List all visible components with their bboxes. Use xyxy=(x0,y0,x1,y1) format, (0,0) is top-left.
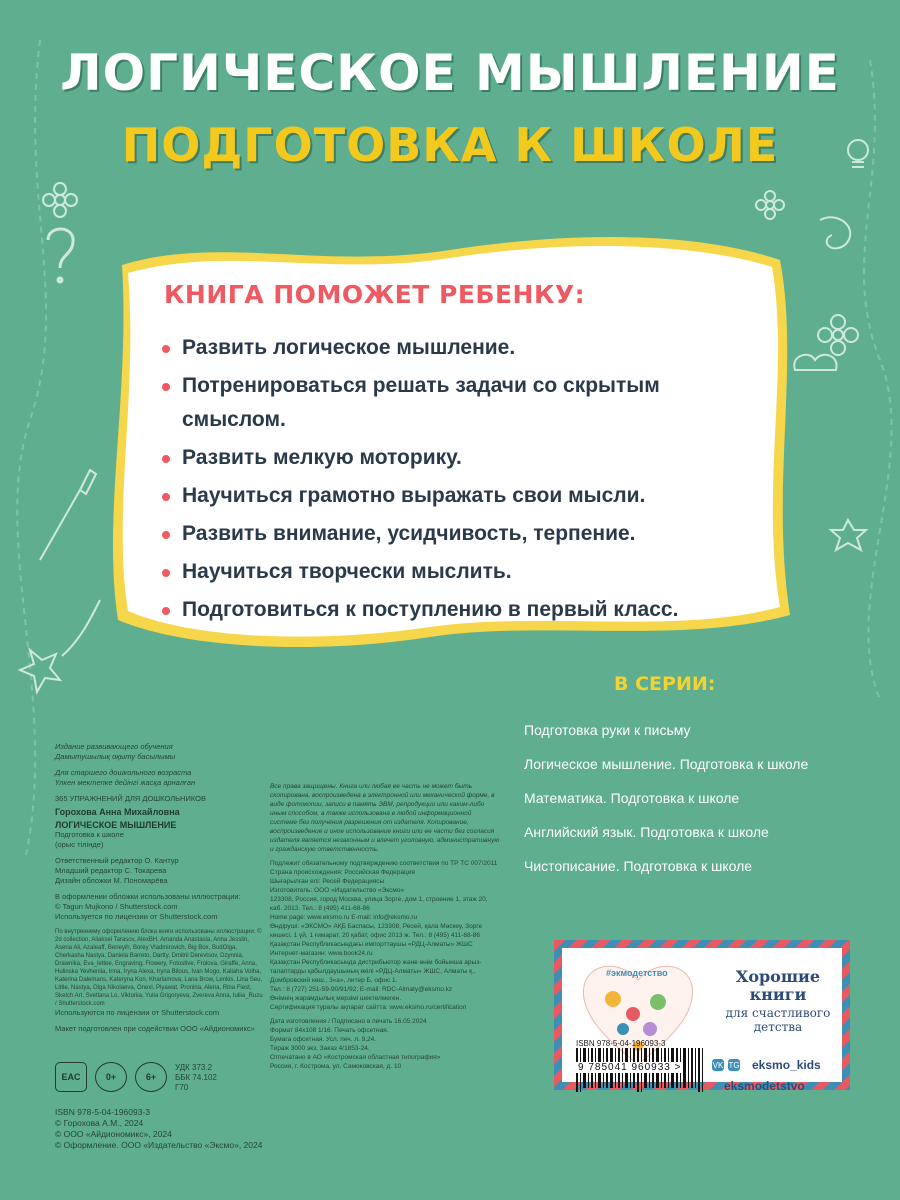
illustrations-credit: © Tagun Mujkono / Shutterstock.com xyxy=(55,902,178,911)
stamp-tagline-bold: Хорошие книги xyxy=(735,967,821,1004)
benefit-item xyxy=(150,441,750,475)
book-subtitle: Подготовка к школе xyxy=(55,830,124,839)
distributor: Интернет-магазин: www.book24.ru xyxy=(270,950,373,957)
benefit-item xyxy=(150,517,750,551)
benefit-item xyxy=(150,369,750,437)
bullet-dot xyxy=(162,569,170,577)
designer: Дизайн обложки М. Пономарёва xyxy=(55,876,168,885)
manufacturer: Изготовитель: ООО «Издательство «Эксмо» xyxy=(270,887,405,894)
benefits-heading: КНИГА ПОМОЖЕТ РЕБЕНКУ: xyxy=(164,280,586,309)
certificate-info: Сертификация туралы ақпарат сайтта: www.eksmo.ru/certification xyxy=(270,1004,467,1011)
question-mark-icon xyxy=(48,229,73,282)
importer: Қазақстан Республикасындағы импорттаушы «РДЦ-Алматы» ЖШС xyxy=(270,941,473,948)
social-handle[interactable]: eksmodetstvo xyxy=(724,1079,805,1093)
social-links xyxy=(712,1058,821,1072)
kz-country: Шығарылған елі: Ресей Федерациясы xyxy=(270,878,385,885)
series-item: Математика. Подготовка к школе xyxy=(524,790,740,806)
age-rating-badge: 0+ xyxy=(95,1062,127,1092)
address: 123308, Россия, город Москва, улица Зорге, дом 1, строение 1, этаж 20, каб. 2013. Тел.: 8 (495) 411-68-86 xyxy=(270,896,488,912)
bullet-dot xyxy=(162,455,170,463)
printed-at: Отпечатано в АО «Костромская областная типография» xyxy=(270,1054,441,1061)
illustrations-note: В оформлении обложки использованы иллюстрации: xyxy=(55,892,241,901)
benefit-text: Развить мелкую моторику. xyxy=(182,446,462,469)
isbn-line: ISBN 978-5-04-196093-3 xyxy=(55,1107,150,1117)
country: Страна происхождения: Российская Федерация xyxy=(270,869,415,876)
paper: Бумага офсетная. Усл. печ. л. 9,24. xyxy=(270,1036,377,1043)
copyright-line: © Оформление. ООО «Издательство «Эксмо», 2024 xyxy=(55,1140,263,1150)
cover-subtitle: ПОДГОТОВКА К ШКОЛЕ xyxy=(121,118,779,172)
author-code: Г70 xyxy=(175,1083,189,1092)
flower-icon xyxy=(43,183,77,217)
benefit-text: Научиться творчески мыслить. xyxy=(182,560,512,583)
copyright-block xyxy=(55,1107,262,1151)
age-note-kz: Үлкен мектепке дейінгі жасқа арналған xyxy=(55,778,196,787)
bullet-dot xyxy=(162,493,170,501)
benefit-item xyxy=(150,331,750,365)
brush-icon xyxy=(40,470,96,560)
barcode-number: 9 785041 960933 > xyxy=(578,1062,682,1073)
exercises-line: 365 УПРАЖНЕНИЙ ДЛЯ ДОШКОЛЬНИКОВ xyxy=(55,794,206,803)
eac-logo: EAC xyxy=(55,1062,87,1092)
copyright-notice: Все права защищены. Книга или любая ее часть не может быть скопирована, воспроизведена в электронной или механической форме, в виде фотокопии, записи в память ЭВМ, репродукции или каким-либо иным способом, а также использована в любой информационной системе без получения разрешения от издателя. Копирование, воспроизведение и иное использование книги или ее части без согласия издателя является незаконным и влечет уголовную, административную и гражданскую ответственность. xyxy=(270,783,500,853)
author-name: Горохова Анна Михайловна xyxy=(55,807,180,817)
print-run: Тираж 3000 экз. Заказ 4/1853-24. xyxy=(270,1045,370,1052)
vk-icon[interactable]: VK xyxy=(712,1060,724,1070)
star-icon xyxy=(20,600,100,692)
editor: Ответственный редактор О. Кантур xyxy=(55,856,179,865)
bullet-dot xyxy=(162,531,170,539)
isbn-text: ISBN 978-5-04-196093-3 xyxy=(576,1039,666,1048)
flower-icon xyxy=(756,191,784,219)
benefit-item xyxy=(150,593,750,627)
flower-icon xyxy=(818,315,858,355)
star-icon xyxy=(831,520,866,550)
bullet-dot xyxy=(162,345,170,353)
kz-distributor: Қазақстан Республикасында дистрибьютор және өнім бойынша арыз-талаптарды қабылдаушының өкілі «РДЦ-Алматы» ЖШС, Алматы қ., Домбровский көш., 3«а», литер Б, офис 1. xyxy=(270,959,482,984)
benefit-item xyxy=(150,479,750,513)
bbk-code: ББК 74.102 xyxy=(175,1073,217,1082)
legal-block xyxy=(270,782,500,1071)
cover-title: ЛОГИЧЕСКОЕ МЫШЛЕНИЕ xyxy=(60,44,840,102)
telegram-icon[interactable]: TG xyxy=(728,1060,740,1070)
printer-address: Россия, г. Кострома, ул. Самоковская, д. 10 xyxy=(270,1063,402,1070)
series-list xyxy=(524,722,808,892)
swirl-icon xyxy=(820,217,850,248)
edition-type: Издание развивающего обучения xyxy=(55,742,173,751)
benefit-text: Потренироваться решать задачи со скрытым смыслом. xyxy=(182,374,660,431)
benefit-item xyxy=(150,555,750,589)
cloud-icon xyxy=(794,355,836,370)
bullet-dot xyxy=(162,607,170,615)
format: Формат 84x108 1/16. Печать офсетная. xyxy=(270,1027,389,1034)
series-item: Логическое мышление. Подготовка к школе xyxy=(524,756,809,772)
udk-code: УДК 373.2 xyxy=(175,1063,213,1072)
series-item: Английский язык. Подготовка к школе xyxy=(524,824,769,840)
benefits-card xyxy=(150,280,750,631)
license-note: Используется по лицензии от Shutterstock.com xyxy=(55,912,218,921)
age-rating-badge: 6+ xyxy=(135,1062,167,1092)
edition-type-kz: Дамытушылық оқыту басылымы xyxy=(55,752,176,761)
hashtag-label: #экмодетство xyxy=(606,968,668,978)
certification-logos xyxy=(55,1062,167,1092)
benefit-text: Подготовиться к поступлению в первый класс. xyxy=(182,598,679,621)
validity: Өнімнің жарамдылық мерзімі шектелмеген. xyxy=(270,995,402,1002)
copyright-line: © ООО «Айдиономикс», 2024 xyxy=(55,1129,172,1139)
layout-note: Макет подготовлен при содействии ООО «Айдиономикс» xyxy=(55,1024,255,1033)
benefit-text: Развить внимание, усидчивость, терпение. xyxy=(182,522,636,545)
imprint-block xyxy=(55,742,265,1034)
stamp-tagline: для счастливого детства xyxy=(725,1006,831,1034)
phone-kz: Тел.: 8 (727) 251-59-90/91/92; E-mail: RDC-Almaty@eksmo.kz xyxy=(270,986,453,993)
certification: Подлежит обязательному подтверждению соответствия по ТР ТС 007/2011 xyxy=(270,860,498,867)
book-title: ЛОГИЧЕСКОЕ МЫШЛЕНИЕ xyxy=(55,820,177,830)
website: Home page: www.eksmo.ru E-mail: info@eksmo.ru xyxy=(270,914,418,921)
social-handle[interactable]: eksmo_kids xyxy=(752,1058,821,1072)
bullet-dot xyxy=(162,383,170,391)
junior-editor: Младший редактор С. Токарева xyxy=(55,866,167,875)
book-subtitle-kz: (орыс тілінде) xyxy=(55,840,104,849)
series-item: Подготовка руки к письму xyxy=(524,722,691,738)
series-title: В СЕРИИ: xyxy=(614,673,716,695)
signed-to-print: Дата изготовления / Подписано в печать 16.05.2024 xyxy=(270,1018,427,1025)
kz-info: Өндіруші: «ЭКСМО» АҚБ Баспасы, 123308, Ресей, қала Мәскеу, Зорге көшесі, 1 үй, 1 ғимарат, 20 қабат, офис 2013 ж. Тел.: 8 (495) 411-68-86 xyxy=(270,923,483,939)
benefit-text: Развить логическое мышление. xyxy=(182,336,516,359)
fine-print: По внутреннему оформлению блока книги использованы иллюстрации: © 2d collection, Aliaksei Tarasov, AlexBH, Amanda Anastasia, Anna Jesslin, Asena Ali, Azaleaff, Beneyih, Borey Vladmirovich, Big Box, BudOlga, Cherkasha Nastya, Daniela Barreto, Dartty, Dmitrii Derevtsov, Dzynnia, Drawnika, Eva_lettee, Engraving, Flowery, Fotostive, Frolova, Giraffe, Anna, Hulinska Yevheniia, Inna, Iryna Alexa, Iryna Bilous, Ivan Mogo, Kaliaha Volha, Katerina Dalemans, Kateryna Kon, Kharlamova, Lana Brow, Lenkis, Lina Seu, Little, Nastya, Olga Nikolaeva, Onexi, Piyawat, Pronina, Alena, Rina Fiest, Sketch Art, Svetlana Lo, Viktoriia, Yulia Grigoryeva, Zvereva Anna, Iuliia_Ruzu / Shutterstock.com xyxy=(55,929,263,1007)
license-note-2: Используются по лицензии от Shutterstock.com xyxy=(55,1008,220,1017)
copyright-line: © Горохова А.М., 2024 xyxy=(55,1118,144,1128)
classification-codes xyxy=(175,1063,217,1093)
series-item: Чистописание. Подготовка к школе xyxy=(524,858,753,874)
benefit-text: Научиться грамотно выражать свои мысли. xyxy=(182,484,646,507)
age-note: Для старшего дошкольного возраста xyxy=(55,768,192,777)
